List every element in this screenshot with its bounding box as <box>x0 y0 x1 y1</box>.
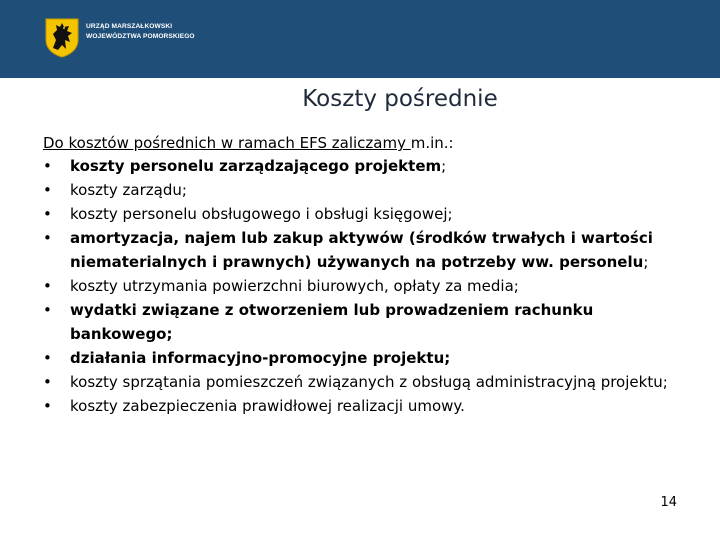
page-number: 14 <box>660 495 677 510</box>
intro-underlined: Do kosztów pośrednich w ramach EFS zaliczamy <box>43 134 411 152</box>
list-item <box>43 346 683 370</box>
cost-list <box>43 154 683 418</box>
list-item-text: koszty zabezpieczenia prawidłowej realizacji umowy. <box>70 397 465 415</box>
organization-name-line1: URZĄD MARSZAŁKOWSKI <box>86 23 173 30</box>
list-item-suffix: ; <box>643 253 649 271</box>
intro-line <box>43 132 454 154</box>
list-item-text: koszty personelu zarządzającego projektem <box>70 157 442 175</box>
bullet-icon: • <box>43 397 52 415</box>
list-item <box>43 154 683 178</box>
list-item <box>43 226 683 274</box>
list-item <box>43 298 683 346</box>
coat-of-arms-icon <box>45 18 79 58</box>
list-item-text: amortyzacja, najem lub zakup aktywów (środków trwałych i wartości niematerialnych i prawnych) używanych na potrzeby ww. personelu <box>70 229 653 271</box>
list-item-text: koszty sprzątania pomieszczeń związanych z obsługą administracyjną projektu; <box>70 373 668 391</box>
organization-name <box>86 22 195 42</box>
list-item <box>43 370 683 394</box>
bullet-icon: • <box>43 301 52 319</box>
bullet-icon: • <box>43 181 52 199</box>
list-item <box>43 274 683 298</box>
list-item-text: działania informacyjno-promocyjne projektu; <box>70 349 451 367</box>
bullet-icon: • <box>43 373 52 391</box>
list-item-text: koszty personelu obsługowego i obsługi księgowej; <box>70 205 453 223</box>
list-item-text: koszty zarządu; <box>70 181 187 199</box>
bullet-icon: • <box>43 157 52 175</box>
intro-rest: m.in.: <box>410 134 454 152</box>
bullet-icon: • <box>43 277 52 295</box>
list-item <box>43 178 683 202</box>
bullet-icon: • <box>43 229 52 247</box>
page-title: Koszty pośrednie <box>302 86 498 112</box>
header-band <box>0 0 720 78</box>
list-item-text: wydatki związane z otworzeniem lub prowadzeniem rachunku bankowego; <box>70 301 594 343</box>
list-item-text: koszty utrzymania powierzchni biurowych, opłaty za media; <box>70 277 519 295</box>
bullet-icon: • <box>43 349 52 367</box>
list-item-suffix: ; <box>441 157 447 175</box>
list-item <box>43 202 683 226</box>
list-item <box>43 394 683 418</box>
organization-name-line2: WOJEWÓDZTWA POMORSKIEGO <box>86 33 195 40</box>
bullet-icon: • <box>43 205 52 223</box>
